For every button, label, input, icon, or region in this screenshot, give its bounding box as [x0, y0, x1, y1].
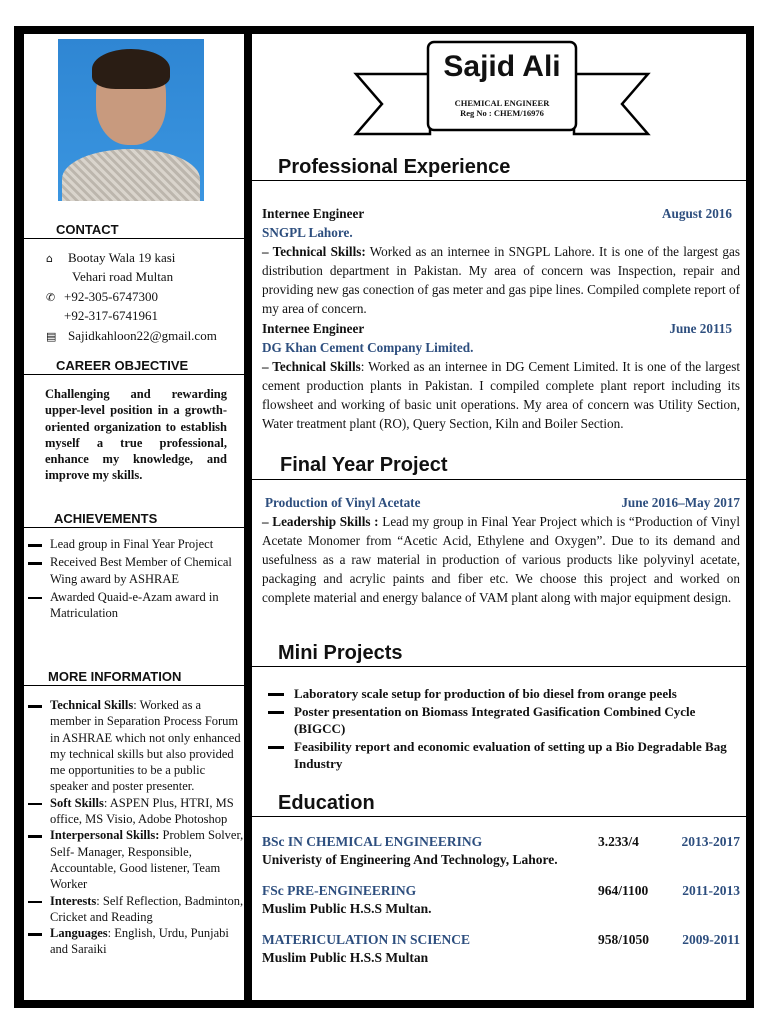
job-2-date: June 20115: [669, 321, 732, 336]
experience-heading: Professional Experience: [252, 156, 746, 181]
job-1: Internee Engineer August 2016 SNGPL Lahore. – Technical Skills: Worked as an internee in SNGPL Lahore. It is one of the largest gas distribution department in Pakistan. My area of concern was Inspection, repair and providing new gas conection of gas meter and gas pipe lines. Compiled complete report of my area of concern.: [262, 206, 741, 316]
mini-projects-heading: Mini Projects: [252, 642, 746, 667]
mini-project-item: Feasibility report and economic evaluation of setting up a Bio Degradable Bag Industry: [268, 738, 738, 772]
job-2: Internee Engineer June 20115 DG Khan Cement Company Limited. – Technical Skills: Worked as an internee in DG Cement Limited. It is one of the largest cement production plants in Pakistan. I compiled complete plant report including its flowsheet and working of basic unit operations. My area of concern was Utility Section, Water treatment plant (RO), Query Section, Kiln and Boiler Section.: [262, 321, 741, 431]
phone-2: +92-317-6741961: [64, 308, 158, 323]
email[interactable]: ▤ Sajidkahloon22@gmail.com: [46, 328, 217, 343]
phone-1: ✆ +92-305-6747300: [46, 289, 158, 304]
job-1-company: SNGPL Lahore.: [262, 225, 353, 240]
job-1-date: August 2016: [662, 206, 732, 221]
job-1-desc: Worked as an internee in SNGPL Lahore. It is one of the largest gas distribution department in Pakistan. My area of concern was Inspection, repair and providing new gas conection of gas meter and gas pipe lines. Compiled complete report of my area of concern.: [262, 244, 741, 316]
address-line-2: Vehari road Multan: [72, 269, 174, 284]
contact-heading: CONTACT: [24, 222, 244, 239]
education-item: FSc PRE-ENGINEERING 964/1100 2011-2013 Muslim Public H.S.S Multan.: [262, 883, 740, 916]
left-column: [24, 34, 244, 1000]
more-info-item: Soft Skills: ASPEN Plus, HTRI, MS office, MS Visio, Adobe Photoshop: [24, 795, 244, 828]
job-2-desc: : Worked as an internee in DG Cement Limited. It is one of the largest cement production plants in Pakistan. I compiled complete plant report including its flowsheet and working of basic unit operations. My area of concern was Utility Section, Water treatment plant (RO), Query Section, Kiln and Boiler Section.: [262, 359, 741, 431]
fyp-desc: Lead my group in Final Year Project which is “Production of Vinyl Acetate Monomer from “Acetic Acid, Ethylene and Oxygen”. Due to its demand and usefulness as a raw material in production of various products like polyvinyl acetate, packaging and acrylic paints and fiber etc. We choose this project and worked on complete material and energy balance of VAM plant along with major equipment design.: [262, 514, 740, 605]
fyp-heading: Final Year Project: [252, 454, 746, 480]
job-2-role: Internee Engineer: [262, 321, 365, 336]
phone-icon: ✆: [46, 291, 56, 304]
profile-photo: [58, 39, 204, 201]
home-icon: ⌂: [46, 252, 53, 265]
mini-projects-list: [268, 685, 738, 773]
job-2-company: DG Khan Cement Company Limited.: [262, 340, 474, 355]
address-line-1: ⌂ Bootay Wala 19 kasi: [46, 250, 176, 265]
achievements-heading: ACHIEVEMENTS: [24, 511, 244, 528]
career-heading: CAREER OBJECTIVE: [24, 358, 244, 375]
fyp-title: Production of Vinyl Acetate: [265, 495, 421, 510]
achievement-item: Received Best Member of Chemical Wing award by ASHRAE: [24, 554, 244, 587]
name: Sajid Ali: [443, 50, 561, 83]
more-info-item: Technical Skills: Worked as a member in Separation Process Forum in ASHRAE which not only enhanced my technical skills but also provided me opportunities to be a public speaker and poster presenter.: [24, 697, 244, 795]
more-info-item: Interpersonal Skills: Problem Solver, Self- Manager, Responsible, Accountable, Good listener, Team Worker: [24, 827, 244, 892]
education-item: MATERICULATION IN SCIENCE 958/1050 2009-2011 Muslim Public H.S.S Multan: [262, 932, 740, 965]
education-item: BSc IN CHEMICAL ENGINEERING 3.233/4 2013-2017 Univeristy of Engineering And Technology, Lahore.: [262, 834, 740, 867]
achievement-item: Awarded Quaid-e-Azam award in Matriculation: [24, 589, 244, 622]
job-1-role: Internee Engineer: [262, 206, 365, 221]
fyp: Production of Vinyl Acetate June 2016–May 2017 – Leadership Skills : Lead my group in Final Year Project which is “Production of Vinyl Acetate Monomer from “Acetic Acid, Ethylene and Oxygen”. Due to its demand and usefulness as a raw material in production of various products like polyvinyl acetate, packaging and acrylic paints and fiber etc. We choose this project and worked on complete material and energy balance of VAM plant along with major equipment design.: [262, 495, 740, 605]
more-info-heading: MORE INFORMATION: [24, 669, 244, 686]
right-column: [252, 34, 746, 1000]
computer-icon: ▤: [46, 330, 57, 343]
more-info-item: Languages: English, Urdu, Punjabi and Saraiki: [24, 925, 244, 958]
mini-project-item: Laboratory scale setup for production of bio diesel from orange peels: [268, 685, 738, 702]
mini-project-item: Poster presentation on Biomass Integrated Gasification Combined Cycle (BIGCC): [268, 703, 738, 737]
achievement-item: Lead group in Final Year Project: [24, 536, 244, 552]
more-info-item: Interests: Self Reflection, Badminton, Cricket and Reading: [24, 893, 244, 926]
achievements-list: [24, 536, 244, 623]
more-info-list: [24, 697, 244, 958]
fyp-date: June 2016–May 2017: [621, 495, 740, 510]
education-heading: Education: [252, 792, 746, 817]
job-title-reg: CHEMICAL ENGINEER Reg No : CHEM/16976: [454, 98, 550, 118]
career-objective: Challenging and rewarding upper-level position in a growth-oriented organization to establish myself a true professional, enhance my knowledge, and improve my skills.: [45, 387, 227, 483]
